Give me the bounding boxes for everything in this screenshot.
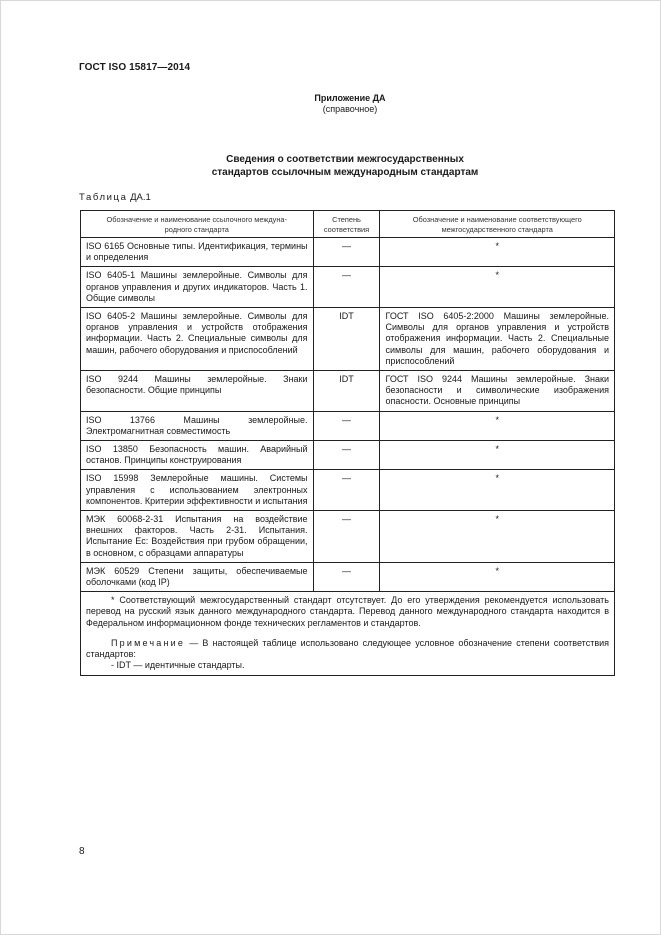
table-row: [81, 308, 615, 371]
reference-cell: ISO 13766 Машины землеройные. Электромагнитная совместимость: [81, 411, 314, 440]
degree-cell: —: [313, 470, 380, 511]
table-notes-row: [81, 592, 615, 675]
header-corresponding-standard: [380, 211, 615, 238]
table-row: [81, 371, 615, 412]
header-corresponding-line-2: межгосударственного стандарта: [441, 224, 553, 234]
note-item: - IDT — идентичные стандарты.: [111, 660, 245, 671]
section-title-line-2: стандартов ссылочным международным стандартам: [211, 167, 479, 178]
degree-cell: —: [313, 238, 380, 267]
reference-cell: ISO 13850 Безопасность машин. Аварийный останов. Принципы конструирования: [81, 441, 314, 470]
header-degree-line-2: соответствия: [323, 224, 370, 234]
corresponding-cell: *: [380, 411, 615, 440]
degree-cell: IDT: [313, 371, 380, 412]
corresponding-cell: ГОСТ ISO 9244 Машины землеройные. Знаки безопасности и символические изображения опасности. Основные принципы: [380, 371, 615, 412]
table-row: [81, 411, 615, 440]
reference-cell: ISO 9244 Машины землеройные. Знаки безопасности. Общие принципы: [81, 371, 314, 412]
reference-cell: МЭК 60068-2-31 Испытания на воздействие внешних факторов. Часть 2-31. Испытания. Испытание Ec: Воздействия при грубом обращении, в основном, с образцами аппаратуры: [81, 511, 314, 563]
reference-cell: ISO 6405-1 Машины землеройные. Символы для органов управления и других индикаторов. Часть 1. Общие символы: [81, 267, 314, 308]
note-text: — В настоящей таблице использовано следующее условное обозначение степени соответствия стандартов:: [86, 637, 609, 660]
table-row: [81, 267, 615, 308]
table-row: [81, 441, 615, 470]
appendix-subtitle: (справочное): [322, 104, 378, 114]
table-row: [81, 562, 615, 591]
page-number: 8: [79, 846, 85, 857]
reference-cell: ISO 15998 Землеройные машины. Системы управления с использованием электронных компонентов. Критерии эффективности и испытания: [81, 470, 314, 511]
table-header-row: [81, 211, 615, 238]
table-label-word: Таблица: [79, 192, 128, 203]
degree-cell: —: [313, 511, 380, 563]
corresponding-cell: ГОСТ ISO 6405-2:2000 Машины землеройные. Символы для органов управления и устройств отображения информации. Часть 2. Специальные символы для машин, рабочего оборудования и приспособлений: [380, 308, 615, 371]
table-notes-cell: [81, 592, 615, 675]
header-corresponding-line-1: Обозначение и наименование соответствующего: [412, 215, 582, 224]
table-row: [81, 470, 615, 511]
reference-cell: МЭК 60529 Степени защиты, обеспечиваемые оболочками (код IP): [81, 562, 314, 591]
header-reference-standard: [81, 211, 314, 238]
correspondence-table: [80, 210, 615, 676]
degree-cell: IDT: [313, 308, 380, 371]
document-code: ГОСТ ISO 15817—2014: [79, 62, 191, 73]
appendix-title: Приложение ДА: [314, 93, 386, 103]
table-note: [86, 638, 609, 660]
table-row: [81, 511, 615, 563]
header-reference-line-1: Обозначение и наименование ссылочного междуна-: [106, 215, 287, 224]
corresponding-cell: *: [380, 441, 615, 470]
header-degree-line-1: Степень: [332, 215, 361, 224]
corresponding-cell: *: [380, 511, 615, 563]
header-reference-line-2: родного стандарта: [164, 224, 229, 234]
corresponding-cell: *: [380, 470, 615, 511]
corresponding-cell: *: [380, 267, 615, 308]
section-title-line-1: Сведения о соответствии межгосударственных: [226, 154, 464, 165]
corresponding-cell: *: [380, 238, 615, 267]
reference-cell: ISO 6405-2 Машины землеройные. Символы для органов управления и устройств отображения информации. Часть 2. Специальные символы для машин, рабочего оборудования и приспособлений: [81, 308, 314, 371]
table-label-number: ДА.1: [130, 192, 151, 203]
degree-cell: —: [313, 267, 380, 308]
degree-cell: —: [313, 562, 380, 591]
table-row: [81, 238, 615, 267]
reference-cell: ISO 6165 Основные типы. Идентификация, термины и определения: [81, 238, 314, 267]
degree-cell: —: [313, 441, 380, 470]
note-label: Примечание: [111, 637, 186, 648]
appendix-heading: [250, 93, 450, 115]
section-title: [160, 153, 530, 179]
table-label: [79, 192, 151, 203]
corresponding-cell: *: [380, 562, 615, 591]
table-footnote: * Соответствующий межгосударственный стандарт отсутствует. До его утверждения рекомендуется использовать перевод на русский язык данного международного стандарта. Перевод данного международного стандарта находится в Федеральном информационном фонде технических регламентов и стандартов.: [86, 595, 609, 628]
degree-cell: —: [313, 411, 380, 440]
header-degree: [313, 211, 380, 238]
